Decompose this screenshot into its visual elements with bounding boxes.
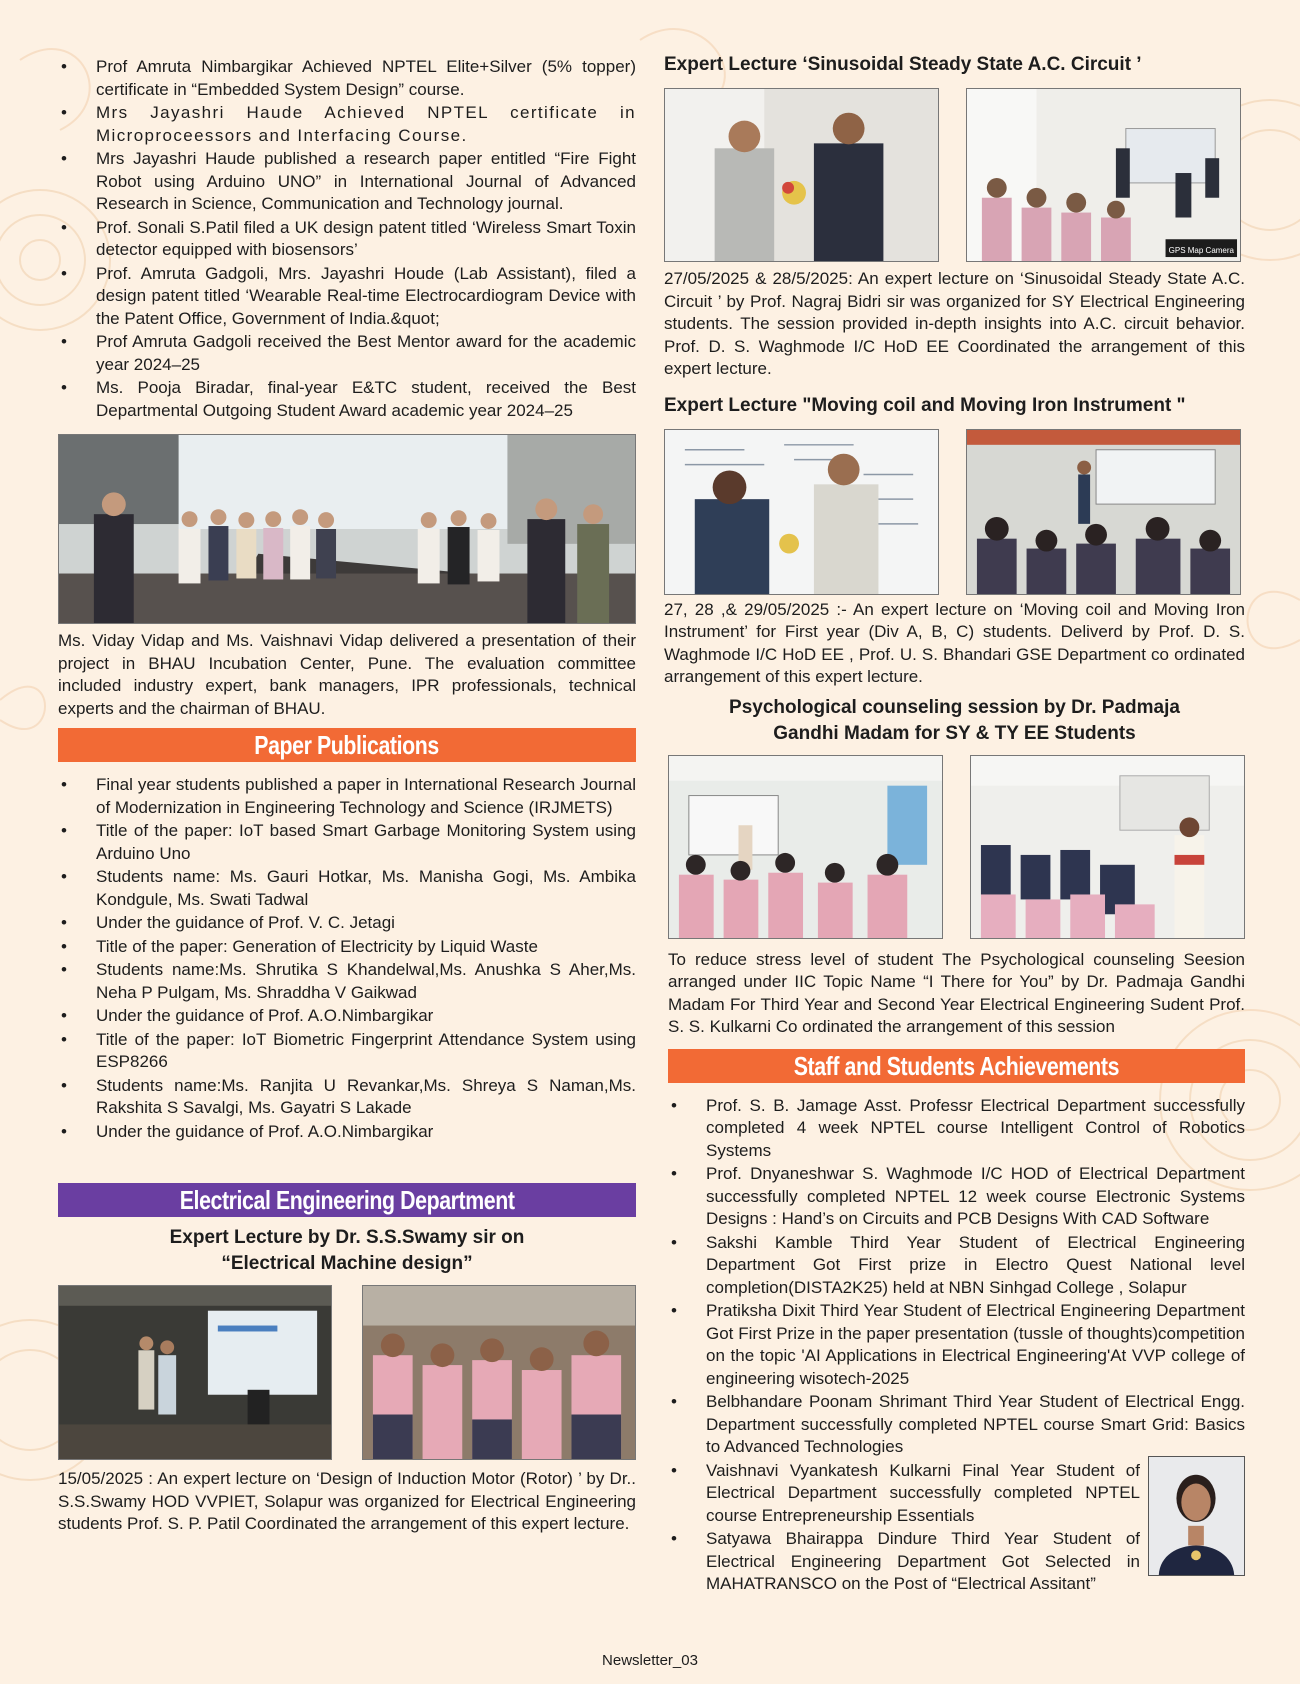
- mc-lecture-heading: Expert Lecture "Moving coil and Moving Iron Instrument ": [664, 394, 1186, 416]
- list-item: • Satyawa Bhairappa Dindure Third Year Student of Electrical Engineering Department Got Selected in MAHATRANSCO on the Post of “Electrical Assitant”: [668, 1528, 1140, 1596]
- list-item: • Under the guidance of Prof. A.O.Nimbargikar: [58, 1005, 636, 1028]
- list-item: • Mrs Jayashri Haude published a research paper entitled “Fire Fight Robot using Arduino UNO” in International Journal of Advanced Research in Science, Communication and Technology journal.: [58, 148, 636, 216]
- gps-camera-label: GPS Map Camera: [1168, 246, 1234, 255]
- psych-session-photo-2: [970, 755, 1245, 939]
- section-title: Staff and Students Achievements: [793, 1050, 1120, 1081]
- list-item: • Mrs Jayashri Haude Achieved NPTEL certificate in Microproceessors and Interfacing Course.: [58, 102, 636, 147]
- swamy-caption: 15/05/2025 : An expert lecture on ‘Design of Induction Motor (Rotor) ’ by Dr.. S.S.Swamy HOD VVPIET, Solapur was organized for Electrical Engineering students Prof. S. P. Patil Coordinated the arrangement of this expert lecture.: [58, 1469, 636, 1533]
- list-item: • Prof Amruta Nimbargikar Achieved NPTEL Elite+Silver (5% topper) certificate in “Embedded System Design” course.: [58, 56, 636, 101]
- ac-lecture-photo-1: [664, 88, 939, 262]
- bhau-caption: Ms. Viday Vidap and Ms. Vaishnavi Vidap delivered a presentation of their project in BHAU Incubation Center, Pune. The evaluation committee included industry expert, bank managers, IPR professionals, technical experts and the chairman of BHAU.: [58, 631, 636, 718]
- section-title: Electrical Engineering Department: [179, 1185, 515, 1215]
- list-item: • Prof. Amruta Gadgoli, Mrs. Jayashri Houde (Lab Assistant), filed a design patent titled ‘Wearable Real-time Electrocardiogram Device with the Patent Office, Government of India.&quot;: [58, 263, 636, 331]
- heading-line: Gandhi Madam for SY & TY EE Students: [773, 722, 1136, 744]
- psych-photos: [668, 755, 1245, 939]
- psych-session-photo-1: [668, 755, 943, 939]
- list-item: • Title of the paper: Generation of Electricity by Liquid Waste: [58, 936, 636, 959]
- faculty-achievements-list: [58, 56, 636, 422]
- ac-photos: [664, 88, 1241, 262]
- heading-line: Expert Lecture by Dr. S.S.Swamy sir on: [169, 1227, 525, 1248]
- list-item: • Prof Amruta Gadgoli received the Best Mentor award for the academic year 2024–25: [58, 331, 636, 376]
- list-item: • Belbhandare Poonam Shrimant Third Year Student of Electrical Engg. Department successfully completed NPTEL course Smart Grid: Basics to Advanced Technologies: [668, 1391, 1245, 1459]
- mc-photos: [664, 429, 1241, 595]
- ac-caption: 27/05/2025 & 28/5/2025: An expert lecture on ‘Sinusoidal Steady State A.C. Circuit ’ by Prof. Nagraj Bidri sir was organized for SY Electrical Engineering students. The session provided in-depth insights into A.C. circuit behavior. Prof. D. S. Waghmode I/C HoD EE Coordinated the arrangement of this expert lecture.: [664, 269, 1245, 378]
- paper-publications-list: [58, 774, 636, 1143]
- list-item: • Under the guidance of Prof. V. C. Jetagi: [58, 912, 636, 935]
- list-item: • Under the guidance of Prof. A.O.Nimbargikar: [58, 1121, 636, 1144]
- electrical-dept-banner: [58, 1183, 636, 1217]
- paper-publications-banner: [58, 728, 636, 762]
- list-item: • Final year students published a paper in International Research Journal of Modernization in Engineering Technology and Science (IRJMETS): [58, 774, 636, 819]
- student-portrait-photo: [1148, 1456, 1245, 1576]
- achievements-with-portrait: [668, 1460, 1245, 1596]
- bhau-group-photo: [58, 434, 636, 624]
- list-item: • Prof. Sonali S.Patil filed a UK design patent titled ‘Wireless Smart Toxin detector equipped with biosensors’: [58, 217, 636, 262]
- mc-caption: 27, 28 ,& 29/05/2025 :- An expert lecture on ‘Moving coil and Moving Iron Instrument’ for First year (Div A, B, C) students. Deliverd by Prof. D. S. Waghmode I/C HoD EE , Prof. U. S. Bhandari GSE Department co ordinated arrangement of this expert lecture.: [664, 599, 1245, 686]
- list-item: • Title of the paper: IoT based Smart Garbage Monitoring System using Arduino Uno: [58, 820, 636, 865]
- left-column: [58, 56, 636, 1536]
- swamy-photos: [58, 1285, 636, 1460]
- list-item: • Sakshi Kamble Third Year Student of Electrical Engineering Department Got First prize in Electro Quest National level completion(DISTA2K25) held at NBN Sinhgad College , Solapur: [668, 1232, 1245, 1300]
- ac-lecture-heading: Expert Lecture ‘Sinusoidal Steady State A.C. Circuit ’: [664, 54, 1142, 75]
- staff-students-achievements-banner: [668, 1049, 1245, 1083]
- ac-lecture-photo-2: [966, 88, 1241, 262]
- heading-line: Psychological counseling session by Dr. Padmaja: [729, 696, 1180, 718]
- mc-lecture-photo-2: [966, 429, 1241, 595]
- list-item: • Students name: Ms. Gauri Hotkar, Ms. Manisha Gogi, Ms. Ambika Kondgule, Ms. Swati Tadwal: [58, 866, 636, 911]
- achievements-list: [668, 1095, 1245, 1459]
- list-item: • Prof. Dnyaneshwar S. Waghmode I/C HOD of Electrical Department successfully completed NPTEL 12 week course Electronic Systems Designs : Hand’s on Circuits and PCB Designs With CAD Software: [668, 1163, 1245, 1231]
- swamy-lecture-photo-2: [362, 1285, 636, 1460]
- list-item: • Pratiksha Dixit Third Year Student of Electrical Engineering Department Got First Prize in the paper presentation (tussle of thoughts)competition on the topic 'AI Applications in Electrical Engineering'At VVP college of engineering wisotech-2025: [668, 1300, 1245, 1390]
- list-item: • Title of the paper: IoT Biometric Fingerprint Attendance System using ESP8266: [58, 1029, 636, 1074]
- section-title: Paper Publications: [254, 730, 440, 760]
- right-column: [664, 52, 1245, 1597]
- achievements-list-continued: [668, 1460, 1140, 1596]
- psych-caption: To reduce stress level of student The Psychological counseling Seesion arranged under IIC Topic Name “I There for You” by Dr. Padmaja Gandhi Madam For Third Year and Second Year Electrical Engineering Sudent Prof. S. S. Kulkarni Co ordinated the arrangement of this session: [668, 949, 1245, 1036]
- psych-session-heading: [664, 695, 1245, 747]
- list-item: • Students name:Ms. Ranjita U Revankar,Ms. Shreya S Naman,Ms. Rakshita S Savalgi, Ms. Gayatri S Lakade: [58, 1075, 636, 1120]
- page-footer: Newsletter_03: [602, 1652, 698, 1669]
- swamy-lecture-heading: [58, 1225, 636, 1277]
- list-item: • Students name:Ms. Shrutika S Khandelwal,Ms. Anushka S Aher,Ms. Neha P Pulgam, Ms. Shraddha V Gaikwad: [58, 959, 636, 1004]
- list-item: • Ms. Pooja Biradar, final-year E&TC student, received the Best Departmental Outgoing Student Award academic year 2024–25: [58, 377, 636, 422]
- mc-lecture-photo-1: [664, 429, 939, 595]
- list-item: • Vaishnavi Vyankatesh Kulkarni Final Year Student of Electrical Department successfully completed NPTEL course Entrepreneurship Essentials: [668, 1460, 1140, 1528]
- swamy-lecture-photo-1: [58, 1285, 332, 1460]
- list-item: • Prof. S. B. Jamage Asst. Professr Electrical Department successfully completed 4 week NPTEL course Intelligent Control of Robotics Systems: [668, 1095, 1245, 1163]
- heading-line: “Electrical Machine design”: [221, 1253, 473, 1274]
